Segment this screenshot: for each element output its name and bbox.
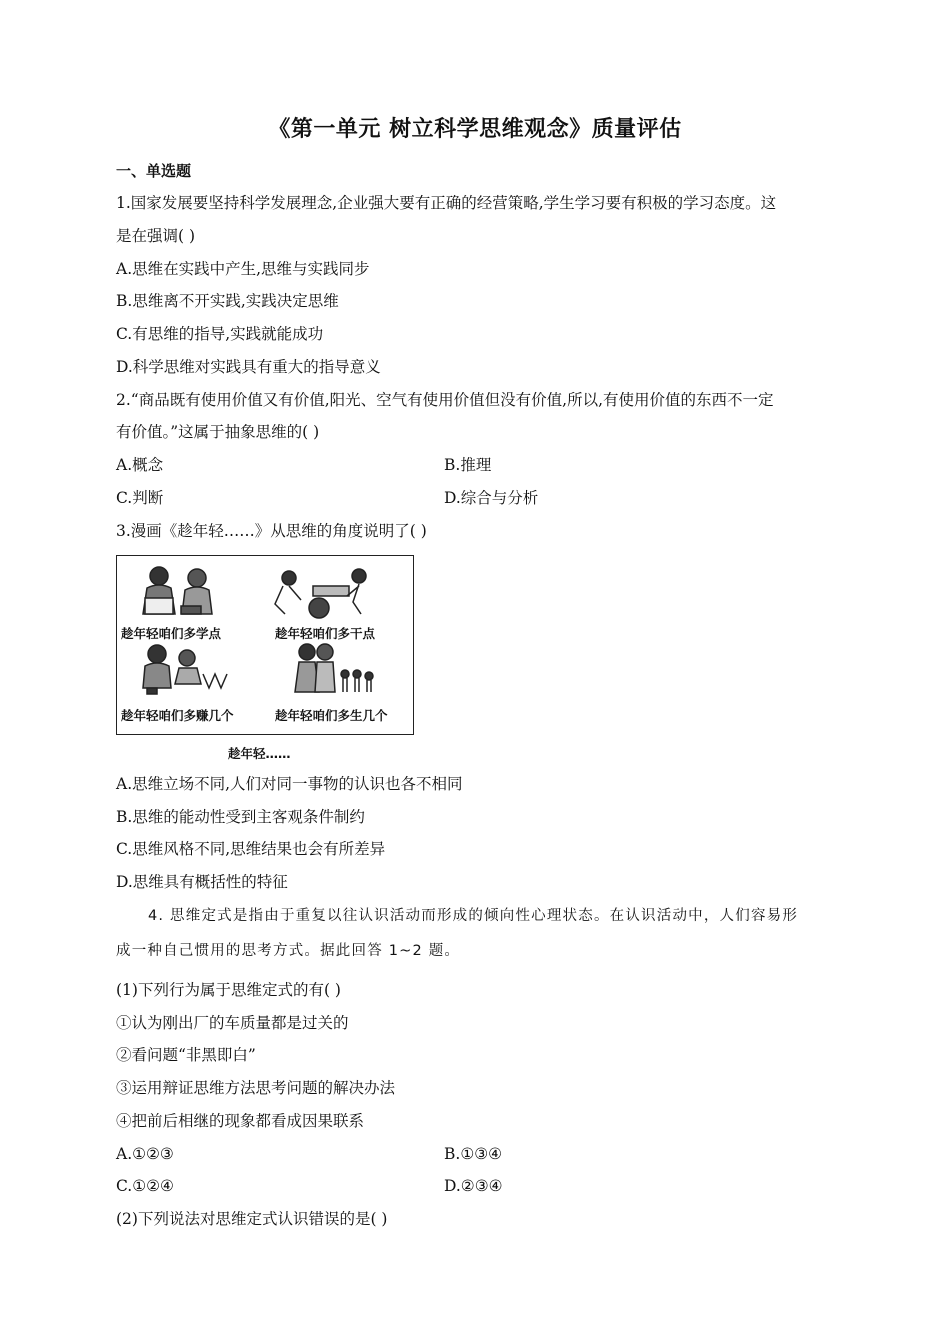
q4-stem-line1: 4. 思维定式是指由于重复以往认识活动而形成的倾向性心理状态。在认识活动中，人们容易形	[148, 908, 799, 924]
q3-option-d: D.思维具有概括性的特征	[116, 873, 288, 891]
q4-sub1-stem: (1)下列行为属于思维定式的有( )	[116, 981, 341, 999]
panel-study-figure	[143, 567, 212, 614]
cartoon-caption-work: 趁年轻咱们多干点	[275, 626, 376, 641]
cartoon-caption-family: 趁年轻咱们多生几个	[275, 708, 388, 723]
q4-item-1: ①认为刚出厂的车质量都是过关的	[116, 1014, 349, 1032]
q2-option-a: A.概念	[116, 456, 164, 474]
q4-option-b: B.①③④	[444, 1145, 503, 1163]
q3-option-b: B.思维的能动性受到主客观条件制约	[116, 808, 365, 826]
q2-option-c: C.判断	[116, 489, 164, 507]
q4-item-3: ③运用辩证思维方法思考问题的解决办法	[116, 1079, 396, 1097]
q4-stem-line2: 成一种自己惯用的思考方式。据此回答 1~2 题。	[116, 943, 461, 959]
section-heading: 一、单选题	[116, 162, 192, 180]
cartoon-title: 趁年轻……	[228, 746, 291, 761]
q3-option-c: C.思维风格不同,思维结果也会有所差异	[116, 840, 386, 858]
panel-work-figure	[275, 569, 366, 618]
q3-option-a: A.思维立场不同,人们对同一事物的认识也各不相同	[116, 775, 463, 793]
panel-family-figure	[295, 644, 373, 692]
cartoon-image	[116, 555, 414, 735]
q2-stem-line1: 2.“商品既有使用价值又有价值,阳光、空气有使用价值但没有价值,所以,有使用价值的东西不一定	[116, 391, 774, 409]
q4-sub2-stem: (2)下列说法对思维定式认识错误的是( )	[116, 1210, 388, 1228]
q1-stem-line1: 1.国家发展要坚持科学发展理念,企业强大要有正确的经营策略,学生学习要有积极的学习态度。这	[116, 194, 777, 212]
q3-stem: 3.漫画《趁年轻……》从思维的角度说明了( )	[116, 522, 427, 540]
q4-option-d: D.②③④	[444, 1177, 503, 1195]
q4-item-4: ④把前后相继的现象都看成因果联系	[116, 1112, 365, 1130]
cartoon-caption-study: 趁年轻咱们多学点	[121, 626, 222, 641]
q1-option-d: D.科学思维对实践具有重大的指导意义	[116, 358, 381, 376]
document-title: 《第一单元 树立科学思维观念》质量评估	[268, 116, 682, 142]
q2-option-d: D.综合与分析	[444, 489, 539, 507]
q4-item-2: ②看问题“非黑即白”	[116, 1046, 256, 1064]
q4-option-a: A.①②③	[116, 1145, 174, 1163]
q4-option-c: C.①②④	[116, 1177, 174, 1195]
panel-money-figure	[143, 645, 227, 694]
q1-option-c: C.有思维的指导,实践就能成功	[116, 325, 324, 343]
q1-option-a: A.思维在实践中产生,思维与实践同步	[116, 260, 370, 278]
q1-option-b: B.思维离不开实践,实践决定思维	[116, 292, 339, 310]
q1-stem-line2: 是在强调( )	[116, 227, 196, 245]
q2-option-b: B.推理	[444, 456, 492, 474]
q2-stem-line2: 有价值。”这属于抽象思维的( )	[116, 423, 320, 441]
cartoon-caption-money: 趁年轻咱们多赚几个	[121, 708, 234, 723]
